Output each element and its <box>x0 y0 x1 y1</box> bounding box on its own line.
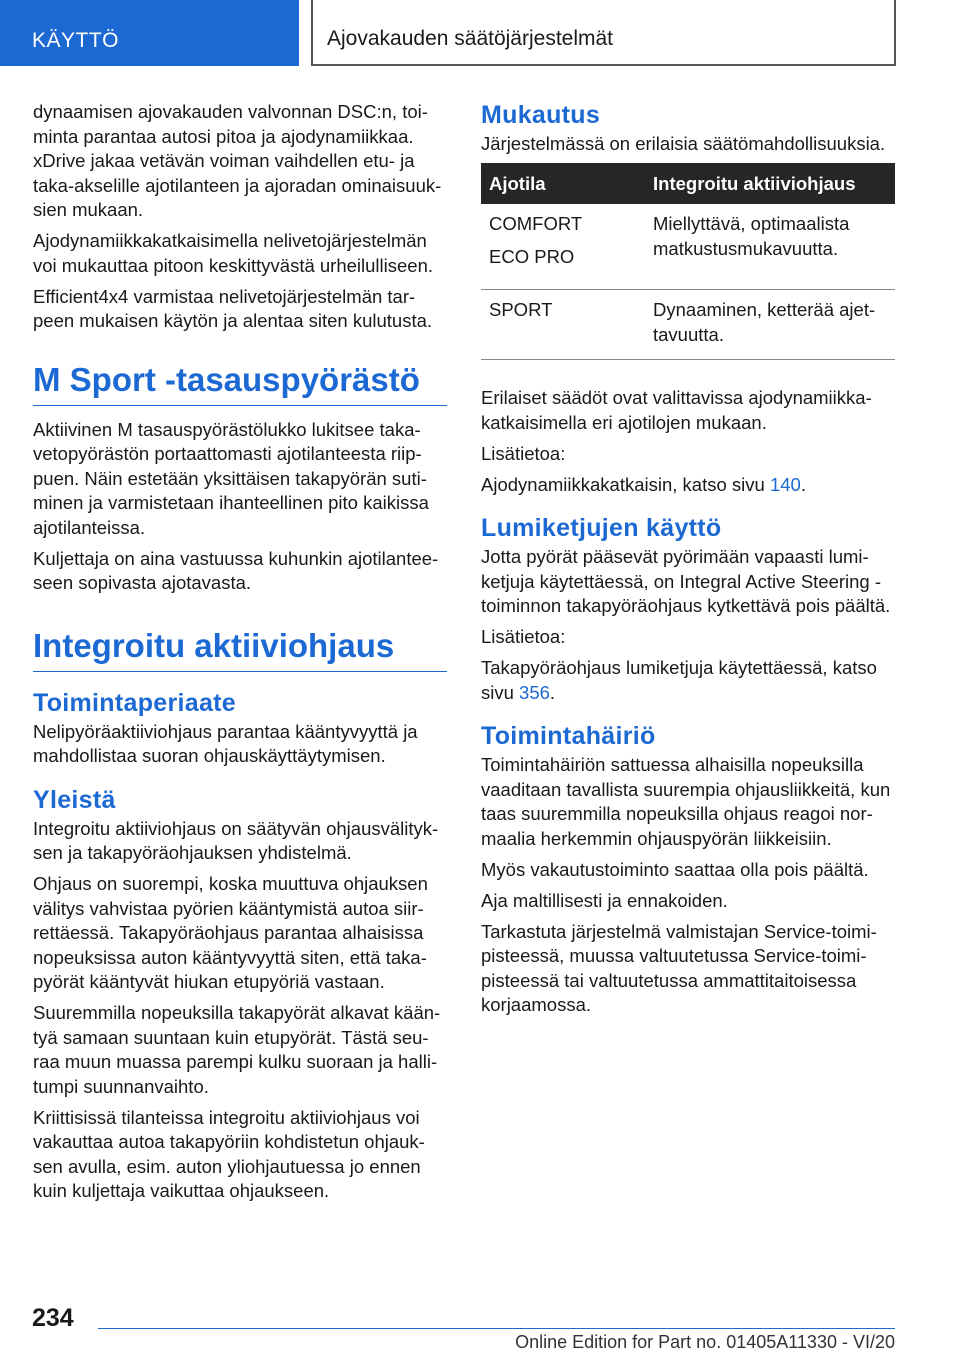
table-row <box>481 290 895 360</box>
reference-end: . <box>549 681 556 703</box>
drive-mode-table <box>481 163 895 360</box>
adapt-paragraph-1: Järjestelmässä on erilaisia säätömahdollisuuksia. <box>481 133 886 154</box>
general-paragraph-4: Kriittisissä tilanteissa integroitu aktiiviohjaus voi vakauttaa autoa takapyöriin kohdistetun ohjauk-sen avulla, esim. auton yliohjautuessa jo ennen kuin kuljettaja vaikuttaa ohjaukseen. <box>33 1106 425 1201</box>
malfunction-paragraph-1: Toimintahäiriön sattuessa alhaisilla nopeuksilla vaaditaan tavallista suurempia ohjausliikkeitä, kun taas suuremmilla nopeuksilla ohjaus reagoi nor-maalia herkemmin ohjauspyörän liikkeisiin. <box>481 754 891 849</box>
table-row <box>481 204 895 290</box>
adapt-heading: Mukautus <box>481 101 601 129</box>
table-header-row <box>481 163 895 204</box>
general-paragraph-2: Ohjaus on suorempi, koska muuttuva ohjauksen välitys vahvistaa pyörien kääntymistä autoa siir-rettäessä. Takapyöräohjaus parantaa alhaisissa nopeuksissa auton kääntyvyyttä siten, että taka-pyörät kääntyvät hiukan etupyöriä vastaan. <box>33 873 428 992</box>
section-tab: KÄYTTÖ <box>0 0 299 66</box>
intro-paragraph-3: Efficient4x4 varmistaa nelivetojärjestelmän tar-peen mukaisen käytön ja alentaa siten kulutusta. <box>33 285 433 331</box>
mode-label: SPORT <box>489 299 553 320</box>
table-cell-description: Miellyttävä, optimaalista matkustusmukavuutta. <box>645 204 895 290</box>
adapt-paragraph-2: Erilaiset säädöt ovat valittavissa ajodynamiikka-katkaisimella eri ajotilojen mukaan. <box>481 387 872 433</box>
table-cell-description: Dynaaminen, ketterää ajet-tavuutta. <box>645 290 895 360</box>
general-paragraph-3: Suuremmilla nopeuksilla takapyörät alkavat kään-tyä samaan suuntaan kuin etupyörät. Tästä seu-raa muun muassa parempi kulku suoraan ja halli-tumpi suunnanvaihto. <box>33 1002 441 1097</box>
page-header <box>0 0 960 66</box>
msport-heading: M Sport -tasauspyörästö <box>33 360 447 406</box>
general-paragraph-1: Integroitu aktiiviohjaus on säätyvän ohjausvälityk-sen ja takapyöräohjauksen yhdistelmä. <box>33 817 439 863</box>
reference-text: Ajodynamiikkakatkaisin, katso sivu <box>481 473 765 495</box>
page-number: 234 <box>32 1304 74 1332</box>
table-cell-modes <box>481 290 645 360</box>
reference-text: Takapyöräohjaus lumiketjuja käytettäessä, katso sivu <box>481 657 877 703</box>
right-column <box>481 100 895 1024</box>
snow-chains-paragraph: Jotta pyörät pääsevät pyörimään vapaasti lumi-ketjuja käytettäessä, on Integral Active Steering -toiminnon takapyöräohjaus kytkettävä pois päältä. <box>481 546 891 616</box>
page-link-140[interactable]: 140 <box>769 473 801 495</box>
page-footer <box>0 1296 960 1362</box>
principle-heading: Toimintaperiaate <box>33 688 236 717</box>
reference-paragraph-1 <box>481 473 895 498</box>
reference-end: . <box>800 473 806 495</box>
msport-paragraph-1: Aktiivinen M tasauspyörästölukko lukitsee taka-vetopyörästön portaattomasti ajotilanteesta riip-puen. Näin estetään yksittäisen takapyörän suti-minen ja varmistetaan ihanteellinen pito kaikissa ajotilanteissa. <box>33 418 429 538</box>
intro-paragraph-2: Ajodynamiikkakatkaisimella nelivetojärjestelmän voi mukauttaa pitoon keskittyvästä urheilulliseen. <box>33 230 434 276</box>
footer-divider <box>98 1328 895 1329</box>
table-cell-modes <box>481 204 645 290</box>
more-info-label-2: Lisätietoa: <box>481 626 566 647</box>
malfunction-paragraph-3: Aja maltillisesti ja ennakoiden. <box>481 889 728 911</box>
chapter-title: Ajovakauden säätöjärjestelmät <box>311 0 896 66</box>
intro-paragraph-1: dynaamisen ajovakauden valvonnan DSC:n, toi-minta parantaa autosi pitoa ja ajodynamiikkaa. xDrive jakaa vetävän voiman vaihdellen etu- ja taka-akselille ajotilanteen ja ajoradan ominaisuuk-sien mukaan. <box>33 101 442 220</box>
msport-paragraph-2: Kuljettaja on aina vastuussa kuhunkin ajotilantee-seen sopivasta ajotavasta. <box>33 547 439 593</box>
malfunction-heading: Toimintahäiriö <box>481 722 656 750</box>
malfunction-paragraph-4: Tarkastuta järjestelmä valmistajan Service-toimi-pisteessä, muussa valtuutetussa Service-toimi-pisteessä tai valtuutetussa ammattitaitoisessa korjaamossa. <box>481 920 877 1015</box>
left-column <box>33 100 447 1210</box>
mode-label: ECO PRO <box>489 245 575 267</box>
malfunction-paragraph-2: Myös vakautustoiminto saattaa olla pois päältä. <box>481 858 869 880</box>
general-heading: Yleistä <box>33 785 116 814</box>
edition-text: Online Edition for Part no. 01405A11330 - VI/20 <box>515 1332 895 1352</box>
page-link-356[interactable]: 356 <box>519 681 550 703</box>
table-header-mode: Ajotila <box>481 163 645 204</box>
snow-chains-heading: Lumiketjujen käyttö <box>481 514 722 542</box>
more-info-label-1: Lisätietoa: <box>481 442 566 464</box>
principle-paragraph: Nelipyöräaktiiviohjaus parantaa kääntyvyyttä ja mahdollistaa suoran ohjauskäyttäytymisen. <box>33 720 418 766</box>
mode-label: COMFORT <box>489 213 583 234</box>
reference-paragraph-2 <box>481 656 895 705</box>
table-header-steering: Integroitu aktiiviohjaus <box>645 163 895 204</box>
steering-heading: Integroitu aktiiviohjaus <box>33 626 447 672</box>
